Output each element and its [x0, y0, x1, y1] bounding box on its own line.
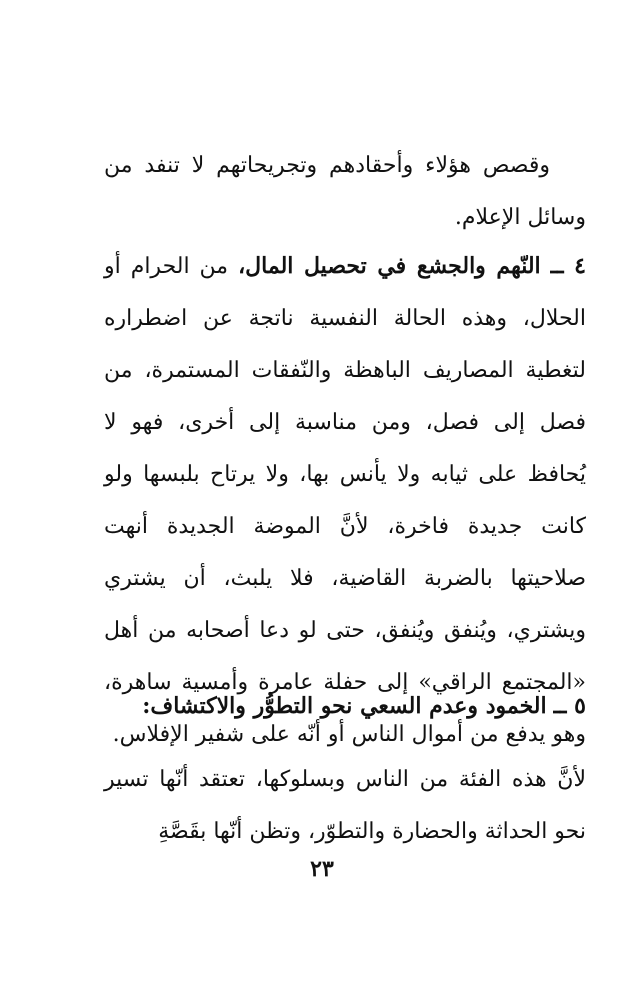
- item-number: ٥ ــ: [553, 693, 586, 719]
- heading-text: الخمود وعدم السعي نحو التطوُّر والاكتشاف:: [142, 693, 547, 719]
- paragraph-text: من الحرام أو الحلال، وهذه الحالة النفسية ناتجة عن اضطراره لتغطية المصاريف الباهظة والنّفقات المستمرة، من فصل إلى فصل، ومن مناسبة إلى أخرى، فهو لا يُحافظ على ثيابه ولا يأنس بها، ولا يرتاح بلبسها ولو كانت جديدة فاخرة، لأنَّ الموضة الجديدة أنهت صلاحيتها بالضربة القاضية، فلا يلبث، أن يشتري ويشتري، ويُنفق ويُنفق، حتى لو دعا أصحابه من أهل «المجتمع الراقي» إلى حفلة عامرة وأمسية ساهرة، وهو يدفع من أموال الناس أو أنّه على شفير الإفلاس.: [104, 254, 586, 747]
- paragraph-media-grudges: [104, 140, 586, 244]
- paragraph-stagnation: [104, 754, 586, 858]
- item-number: ٤ ــ: [550, 253, 586, 279]
- paragraph-text: لأنَّ هذه الفئة من الناس وبسلوكها، تعتقد أنّها تسير نحو الحداثة والحضارة والتطوّر، وتظن أنّها بقَصَّةِ: [104, 767, 586, 844]
- paragraph-text: وقصص هؤلاء وأحقادهم وتجريحاتهم لا تنفد من وسائل الإعلام.: [104, 153, 586, 230]
- item-bold-title: النّهم والجشع في تحصيل المال،: [238, 253, 541, 279]
- page-number: ٢٣: [310, 856, 334, 882]
- section-heading: [104, 680, 586, 733]
